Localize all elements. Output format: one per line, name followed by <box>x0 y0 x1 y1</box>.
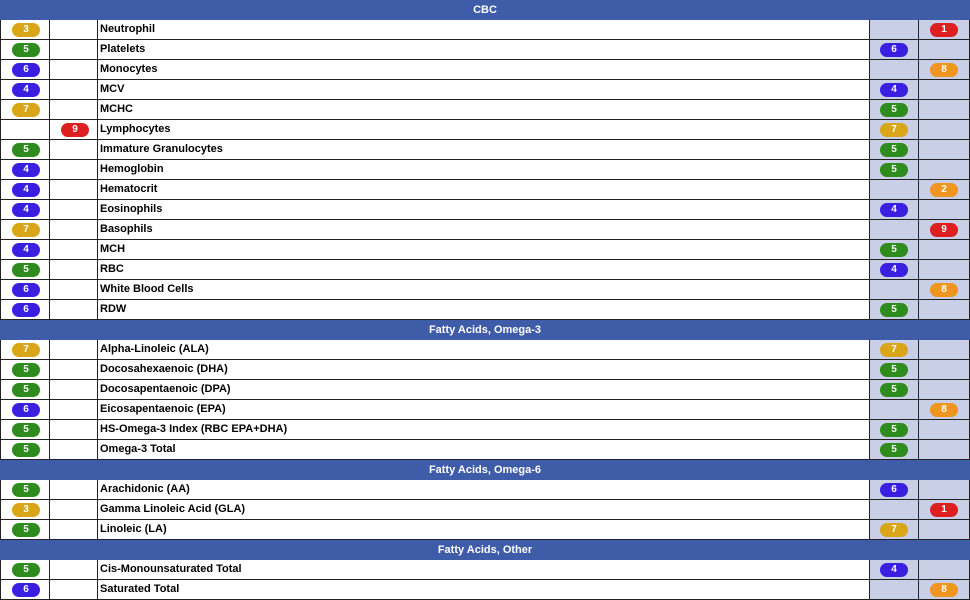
table-row <box>0 580 970 600</box>
score-cell <box>870 440 919 460</box>
score-badge: 5 <box>12 143 40 157</box>
marker-name-cell <box>98 480 870 500</box>
marker-label: Arachidonic (AA) <box>100 483 190 495</box>
table-row <box>0 560 970 580</box>
table-row <box>0 520 970 540</box>
score-cell <box>0 80 50 100</box>
score-cell <box>50 200 98 220</box>
score-badge: 7 <box>880 523 908 537</box>
score-cell <box>0 360 50 380</box>
score-badge: 5 <box>880 363 908 377</box>
score-badge: 3 <box>12 23 40 37</box>
marker-name-cell <box>98 180 870 200</box>
score-cell <box>50 40 98 60</box>
marker-label: Cis-Monounsaturated Total <box>100 563 242 575</box>
marker-name-cell <box>98 400 870 420</box>
score-badge: 8 <box>930 283 958 297</box>
score-cell <box>870 260 919 280</box>
marker-name-cell <box>98 280 870 300</box>
score-cell <box>0 20 50 40</box>
score-badge: 5 <box>880 423 908 437</box>
table-row <box>0 380 970 400</box>
marker-label: Monocytes <box>100 63 158 75</box>
score-badge: 5 <box>880 383 908 397</box>
score-badge: 5 <box>12 443 40 457</box>
table-row <box>0 260 970 280</box>
score-cell <box>919 240 970 260</box>
score-badge: 5 <box>12 483 40 497</box>
score-cell <box>50 440 98 460</box>
score-cell <box>0 380 50 400</box>
marker-label: Basophils <box>100 223 153 235</box>
score-cell <box>0 220 50 240</box>
table-row <box>0 160 970 180</box>
marker-name-cell <box>98 300 870 320</box>
score-cell <box>50 240 98 260</box>
score-cell <box>919 100 970 120</box>
marker-label: White Blood Cells <box>100 283 194 295</box>
score-badge: 4 <box>880 263 908 277</box>
score-cell <box>0 240 50 260</box>
score-cell <box>870 60 919 80</box>
table-row <box>0 20 970 40</box>
section-header: Fatty Acids, Other <box>0 540 970 560</box>
marker-name-cell <box>98 100 870 120</box>
score-badge: 9 <box>61 123 89 137</box>
marker-label: Neutrophil <box>100 23 155 35</box>
marker-label: Immature Granulocytes <box>100 143 223 155</box>
score-badge: 4 <box>12 203 40 217</box>
score-badge: 5 <box>12 363 40 377</box>
table-row <box>0 340 970 360</box>
score-cell <box>870 420 919 440</box>
score-cell <box>0 140 50 160</box>
score-badge: 3 <box>12 503 40 517</box>
score-cell <box>919 20 970 40</box>
score-cell <box>919 420 970 440</box>
marker-name-cell <box>98 140 870 160</box>
score-cell <box>919 260 970 280</box>
table-row <box>0 60 970 80</box>
table-row <box>0 420 970 440</box>
score-cell <box>919 560 970 580</box>
score-cell <box>870 200 919 220</box>
score-cell <box>50 220 98 240</box>
score-badge: 8 <box>930 583 958 597</box>
marker-name-cell <box>98 220 870 240</box>
score-cell <box>50 120 98 140</box>
marker-label: Linoleic (LA) <box>100 523 167 535</box>
table-row <box>0 360 970 380</box>
score-cell <box>0 280 50 300</box>
marker-name-cell <box>98 20 870 40</box>
score-cell <box>870 280 919 300</box>
score-badge: 8 <box>930 403 958 417</box>
table-row <box>0 440 970 460</box>
score-badge: 6 <box>880 43 908 57</box>
score-cell <box>0 340 50 360</box>
marker-name-cell <box>98 420 870 440</box>
score-cell <box>870 180 919 200</box>
score-badge: 4 <box>880 563 908 577</box>
marker-name-cell <box>98 60 870 80</box>
section-header: CBC <box>0 0 970 20</box>
score-cell <box>919 200 970 220</box>
score-cell <box>870 160 919 180</box>
table-row <box>0 400 970 420</box>
marker-name-cell <box>98 160 870 180</box>
marker-name-cell <box>98 200 870 220</box>
marker-name-cell <box>98 120 870 140</box>
score-badge: 1 <box>930 503 958 517</box>
marker-label: Omega-3 Total <box>100 443 176 455</box>
score-badge: 7 <box>12 343 40 357</box>
score-badge: 6 <box>12 303 40 317</box>
score-cell <box>919 120 970 140</box>
score-badge: 6 <box>12 403 40 417</box>
score-badge: 5 <box>880 103 908 117</box>
score-badge: 6 <box>12 283 40 297</box>
table-row <box>0 100 970 120</box>
marker-label: Docosapentaenoic (DPA) <box>100 383 231 395</box>
score-cell <box>919 280 970 300</box>
score-cell <box>870 300 919 320</box>
table-row <box>0 500 970 520</box>
score-cell <box>870 40 919 60</box>
score-cell <box>50 420 98 440</box>
score-cell <box>0 560 50 580</box>
marker-name-cell <box>98 40 870 60</box>
table-row <box>0 220 970 240</box>
marker-label: Saturated Total <box>100 583 180 595</box>
score-cell <box>919 160 970 180</box>
score-badge: 4 <box>12 83 40 97</box>
score-cell <box>0 420 50 440</box>
score-badge: 5 <box>12 43 40 57</box>
score-cell <box>0 200 50 220</box>
score-cell <box>919 40 970 60</box>
score-cell <box>919 140 970 160</box>
score-badge: 5 <box>12 263 40 277</box>
table-row <box>0 280 970 300</box>
score-cell <box>0 160 50 180</box>
score-cell <box>50 560 98 580</box>
score-cell <box>870 100 919 120</box>
score-badge: 5 <box>12 563 40 577</box>
score-cell <box>50 380 98 400</box>
score-cell <box>50 180 98 200</box>
marker-name-cell <box>98 380 870 400</box>
score-cell <box>919 480 970 500</box>
score-cell <box>870 20 919 40</box>
score-badge: 2 <box>930 183 958 197</box>
score-cell <box>50 300 98 320</box>
score-cell <box>50 520 98 540</box>
score-cell <box>919 80 970 100</box>
marker-name-cell <box>98 80 870 100</box>
score-cell <box>919 500 970 520</box>
score-cell <box>919 520 970 540</box>
table-row <box>0 480 970 500</box>
score-badge: 5 <box>880 163 908 177</box>
score-cell <box>919 380 970 400</box>
score-cell <box>870 520 919 540</box>
score-cell <box>0 520 50 540</box>
score-cell <box>50 480 98 500</box>
score-cell <box>50 280 98 300</box>
score-cell <box>50 80 98 100</box>
score-cell <box>870 400 919 420</box>
score-cell <box>0 580 50 600</box>
score-badge: 4 <box>12 163 40 177</box>
marker-name-cell <box>98 580 870 600</box>
score-cell <box>919 180 970 200</box>
score-badge: 6 <box>880 483 908 497</box>
marker-label: Alpha-Linoleic (ALA) <box>100 343 209 355</box>
score-cell <box>0 480 50 500</box>
marker-label: Docosahexaenoic (DHA) <box>100 363 228 375</box>
marker-name-cell <box>98 520 870 540</box>
score-badge: 7 <box>12 223 40 237</box>
score-badge: 7 <box>12 103 40 117</box>
score-badge: 9 <box>930 223 958 237</box>
score-badge: 7 <box>880 123 908 137</box>
score-cell <box>919 340 970 360</box>
score-badge: 5 <box>880 243 908 257</box>
score-cell <box>0 300 50 320</box>
score-cell <box>870 560 919 580</box>
marker-label: HS-Omega-3 Index (RBC EPA+DHA) <box>100 423 288 435</box>
marker-label: MCV <box>100 83 125 95</box>
score-cell <box>0 120 50 140</box>
score-badge: 5 <box>880 143 908 157</box>
score-cell <box>919 400 970 420</box>
score-cell <box>50 160 98 180</box>
score-cell <box>870 80 919 100</box>
score-badge: 4 <box>880 83 908 97</box>
score-cell <box>0 60 50 80</box>
score-cell <box>0 100 50 120</box>
marker-label: Hemoglobin <box>100 163 164 175</box>
table-row <box>0 80 970 100</box>
score-cell <box>870 360 919 380</box>
score-cell <box>0 180 50 200</box>
score-badge: 5 <box>12 423 40 437</box>
marker-name-cell <box>98 560 870 580</box>
marker-name-cell <box>98 360 870 380</box>
marker-name-cell <box>98 440 870 460</box>
score-badge: 5 <box>880 303 908 317</box>
score-cell <box>0 400 50 420</box>
section-header: Fatty Acids, Omega-3 <box>0 320 970 340</box>
score-badge: 7 <box>880 343 908 357</box>
score-cell <box>0 440 50 460</box>
table-row <box>0 120 970 140</box>
score-cell <box>919 440 970 460</box>
score-cell <box>50 400 98 420</box>
marker-label: MCHC <box>100 103 133 115</box>
score-badge: 4 <box>12 243 40 257</box>
score-cell <box>870 500 919 520</box>
marker-label: Eosinophils <box>100 203 163 215</box>
score-cell <box>50 100 98 120</box>
score-badge: 6 <box>12 63 40 77</box>
table-row <box>0 240 970 260</box>
score-cell <box>919 580 970 600</box>
score-cell <box>50 580 98 600</box>
marker-label: RBC <box>100 263 124 275</box>
table-row <box>0 140 970 160</box>
score-cell <box>50 500 98 520</box>
score-cell <box>0 40 50 60</box>
score-cell <box>50 140 98 160</box>
score-cell <box>870 120 919 140</box>
score-badge: 1 <box>930 23 958 37</box>
score-cell <box>870 140 919 160</box>
marker-label: Platelets <box>100 43 146 55</box>
score-badge: 5 <box>12 523 40 537</box>
score-cell <box>870 380 919 400</box>
marker-name-cell <box>98 260 870 280</box>
score-cell <box>50 20 98 40</box>
score-cell <box>50 60 98 80</box>
score-badge: 5 <box>12 383 40 397</box>
score-cell <box>870 340 919 360</box>
score-cell <box>50 260 98 280</box>
score-badge: 5 <box>880 443 908 457</box>
score-badge: 4 <box>12 183 40 197</box>
table-row <box>0 300 970 320</box>
score-cell <box>919 300 970 320</box>
score-cell <box>870 220 919 240</box>
score-badge: 4 <box>880 203 908 217</box>
marker-name-cell <box>98 240 870 260</box>
score-badge: 6 <box>12 583 40 597</box>
marker-name-cell <box>98 500 870 520</box>
table-row <box>0 200 970 220</box>
marker-label: Lymphocytes <box>100 123 171 135</box>
marker-label: RDW <box>100 303 127 315</box>
score-cell <box>919 360 970 380</box>
score-cell <box>0 260 50 280</box>
score-cell <box>870 240 919 260</box>
score-cell <box>0 500 50 520</box>
score-cell <box>50 340 98 360</box>
marker-label: MCH <box>100 243 126 255</box>
score-cell <box>919 220 970 240</box>
score-cell <box>870 480 919 500</box>
score-cell <box>919 60 970 80</box>
score-badge: 8 <box>930 63 958 77</box>
score-cell <box>870 580 919 600</box>
marker-label: Hematocrit <box>100 183 158 195</box>
table-row <box>0 40 970 60</box>
marker-label: Gamma Linoleic Acid (GLA) <box>100 503 246 515</box>
score-cell <box>50 360 98 380</box>
section-header: Fatty Acids, Omega-6 <box>0 460 970 480</box>
marker-name-cell <box>98 340 870 360</box>
marker-label: Eicosapentaenoic (EPA) <box>100 403 226 415</box>
table-row <box>0 180 970 200</box>
